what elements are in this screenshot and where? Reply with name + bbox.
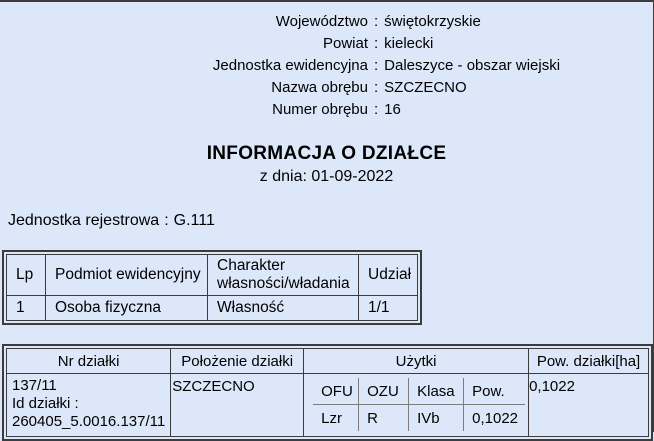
land-use-subtable (313, 378, 525, 431)
header-value: świętokrzyskie (384, 13, 481, 30)
cell-uzytki (304, 374, 529, 437)
header-line-numer-obrebu (0, 99, 653, 121)
registry-value: G.111 (173, 212, 215, 229)
column-header-polozenie: Położenie działki (171, 349, 304, 374)
cell-podmiot: Osoba fizyczna (46, 296, 208, 321)
cell-location: SZCZECNO (171, 374, 304, 437)
subcolumn-pow: Pow. (464, 378, 526, 405)
column-header-udzial: Udział (359, 255, 418, 296)
subcolumn-ozu: OZU (359, 378, 409, 405)
parcel-id: 260405_5.0016.137/11 (12, 413, 166, 430)
header-label: Powiat (322, 35, 368, 52)
subcolumn-ofu: OFU (313, 378, 359, 405)
land-use-value-row (313, 405, 525, 432)
parcel-info-document (0, 2, 653, 432)
column-header-nr-dzialki: Nr działki (7, 349, 171, 374)
colon-separator: : (164, 212, 169, 229)
colon-separator: : (374, 35, 379, 52)
table-row (7, 296, 418, 321)
column-header-pow-dzialki: Pow. działki[ha] (529, 349, 649, 374)
header-line-nazwa-obrebu (0, 77, 653, 99)
parcel-number: 137/11 (12, 377, 57, 394)
colon-separator: : (374, 13, 379, 30)
column-header-podmiot: Podmiot ewidencyjny (46, 255, 208, 296)
colon-separator: : (374, 79, 379, 96)
header-line-powiat (0, 33, 653, 55)
header-value: 16 (384, 101, 401, 118)
registry-unit-line (8, 212, 653, 230)
header-value: SZCZECNO (384, 79, 467, 96)
cell-udzial: 1/1 (359, 296, 418, 321)
ownership-header-row (7, 255, 418, 296)
cell-lp: 1 (7, 296, 46, 321)
colon-separator: : (374, 101, 379, 118)
header-line-jednostka-ewidencyjna (0, 55, 653, 77)
location-header (0, 2, 653, 121)
subcolumn-klasa: Klasa (409, 378, 464, 405)
parcel-id-label: Id działki : (12, 395, 79, 412)
value-pow: 0,1022 (464, 405, 526, 432)
page-title: INFORMACJA O DZIAŁCE (206, 143, 447, 164)
ownership-table (2, 250, 422, 325)
cell-charakter: Własność (208, 296, 359, 321)
table-row (7, 374, 649, 437)
parcel-header-row (7, 349, 649, 374)
value-ofu: Lzr (321, 409, 342, 427)
parcel-table (2, 344, 653, 441)
column-header-uzytki: Użytki (304, 349, 529, 374)
column-header-lp: Lp (7, 255, 46, 296)
header-label: Numer obrębu (272, 101, 368, 118)
land-use-header-row (313, 378, 525, 405)
header-value: kielecki (384, 35, 434, 52)
colon-separator: : (374, 57, 379, 74)
column-header-charakter: Charakter własności/władania (208, 255, 359, 296)
cell-parcel-number (7, 374, 171, 437)
header-line-wojewodztwo (0, 11, 653, 33)
value-ozu: R (359, 405, 409, 432)
date-line: z dnia: 01-09-2022 (259, 168, 394, 185)
header-label: Jednostka ewidencyjna (212, 57, 368, 74)
registry-label: Jednostka rejestrowa (8, 212, 160, 229)
value-klasa: IVb (409, 405, 464, 432)
header-value: Daleszyce - obszar wiejski (384, 57, 561, 74)
header-label: Nazwa obrębu (271, 79, 368, 96)
cell-parcel-area: 0,1022 (529, 374, 649, 437)
header-label: Województwo (275, 13, 368, 30)
